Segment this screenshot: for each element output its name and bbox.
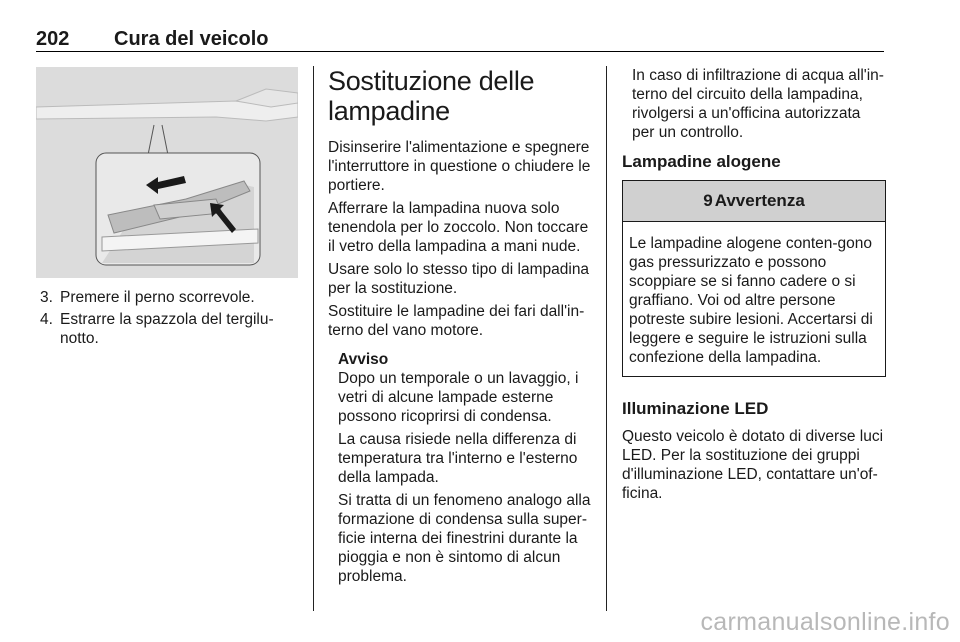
section-title: Sostituzione delle lampadine — [328, 66, 535, 126]
step-text: Estrarre la spazzola del tergilu-notto. — [60, 311, 274, 347]
list-item — [40, 310, 290, 348]
column-middle — [328, 66, 592, 590]
notice-paragraph: Dopo un temporale o un lavaggio, i vetri di alcune lampade esterne possono ricoprirsi di condensa. — [338, 370, 579, 425]
notice-continued — [622, 66, 886, 142]
led-paragraph: Questo veicolo è dotato di diverse luci LED. Per la sostituzione dei gruppi d'illuminazione LED, contattare un'of-ficina. — [622, 428, 884, 502]
column-divider-right — [606, 66, 607, 611]
warning-box — [622, 180, 886, 377]
wiper-blade-removal-illustration — [36, 67, 298, 278]
steps-list — [40, 288, 290, 351]
list-item — [40, 288, 290, 307]
wiper-blade-icon — [36, 67, 298, 278]
warning-text: Le lampadine alogene conten-gono gas pressurizzato e possono scoppiare se si fanno cadere o si graffiano. Voi od altre persone potreste subire lesioni. Accertarsi di leggere e seguire le istruzioni sulla confezione della lampadina. — [629, 235, 873, 366]
warning-icon: 9 — [703, 191, 713, 210]
paragraph: Disinserire l'alimentazione e spegnere l'interruttore in questione o chiudere le portiere. — [328, 139, 591, 194]
led-heading: Illuminazione LED — [622, 399, 769, 418]
step-text: Premere il perno scorrevole. — [60, 289, 255, 306]
step-number: 3. — [40, 289, 53, 306]
step-number: 4. — [40, 311, 53, 328]
notice-paragraph: Si tratta di un fenomeno analogo alla formazione di condensa sulla super-ficie interna dei finestrini durante la pioggia e non è sintomo di alcun problema. — [338, 492, 591, 585]
column-divider-left — [313, 66, 314, 611]
warning-header — [623, 181, 885, 222]
notice-block — [328, 350, 592, 586]
warning-title: Avvertenza — [714, 191, 805, 210]
column-right — [622, 66, 886, 507]
notice-paragraph: La causa risiede nella differenza di temperatura tra l'interno e l'esterno della lampada. — [338, 431, 578, 486]
paragraph: Usare solo lo stesso tipo di lampadina per la sostituzione. — [328, 261, 590, 297]
watermark: carmanualsonline.info — [700, 608, 950, 636]
notice-paragraph: In caso di infiltrazione di acqua all'in-terno del circuito della lampadina, rivolgersi a un'officina autorizzata per un controllo. — [632, 67, 884, 141]
paragraph: Sostituire le lampadine dei fari dall'in-terno del vano motore. — [328, 303, 585, 339]
chapter-title: Cura del veicolo — [114, 28, 269, 50]
notice-title: Avviso — [338, 351, 389, 368]
paragraph: Afferrare la lampadina nuova solo tenendola per lo zoccolo. Non toccare il vetro della lampadina a mani nude. — [328, 200, 589, 255]
halogen-heading: Lampadine alogene — [622, 152, 781, 171]
page-number: 202 — [36, 28, 70, 50]
warning-body — [623, 222, 885, 376]
header-rule — [36, 51, 884, 52]
